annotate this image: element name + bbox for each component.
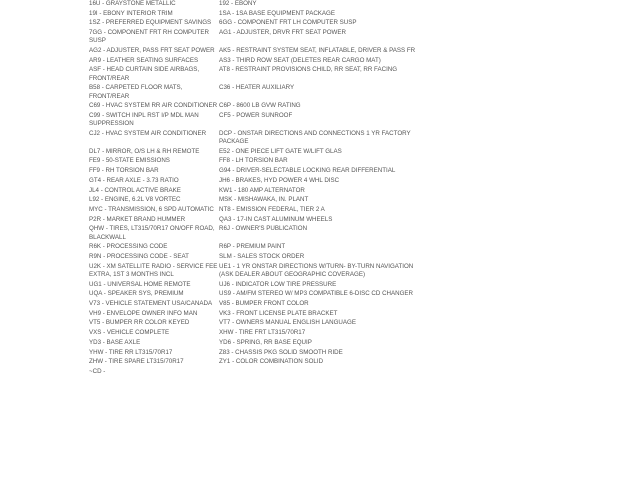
option-row: [89, 253, 429, 261]
option-right: E52 - ONE PIECE LIFT GATE W/LIFT GLAS: [219, 147, 342, 155]
option-row: [89, 300, 429, 308]
option-left: DL7 - MIRROR, O/S LH & RH REMOTE: [89, 147, 200, 155]
option-right: UJ6 - INDICATOR LOW TIRE PRESSURE: [219, 280, 337, 288]
option-right: VT7 - OWNERS MANUAL ENGLISH LANGUAGE: [219, 319, 356, 327]
option-left: V73 - VEHICLE STATEMENT USA/CANADA: [89, 300, 213, 307]
option-row: [89, 206, 429, 214]
option-right: Z83 - CHASSIS PKG SOLID SMOOTH RIDE: [219, 348, 343, 356]
option-row: [89, 358, 429, 366]
option-left: UQA - SPEAKER SYS, PREMIUM: [89, 290, 184, 298]
option-right: XHW - TIRE FRT LT315/70R17: [219, 329, 306, 337]
option-row: [89, 281, 429, 289]
option-left: L92 - ENGINE, 6.2L V8 VORTEC: [89, 196, 181, 204]
option-row: [89, 148, 429, 156]
option-right: DCP - ONSTAR DIRECTIONS AND CONNECTIONS 1 YR FACTORY PACKAGE: [219, 129, 411, 146]
option-left: QHW - TIRES, LT315/70R17 ON/OFF ROAD, BLACKWALL: [89, 225, 215, 241]
option-left: ASF - HEAD CURTAIN SIDE AIRBAGS, FRONT/REAR: [89, 66, 200, 82]
option-left: UG1 - UNIVERSAL HOME REMOTE: [89, 280, 191, 288]
option-right: QA3 - 17-IN CAST ALUMINUM WHEELS: [219, 215, 333, 223]
option-row: [89, 290, 429, 298]
option-right: MSK - MISHAWAKA, IN. PLANT: [219, 196, 309, 204]
option-left: C69 - HVAC SYSTEM RR AIR CONDITIONER: [89, 102, 218, 110]
option-row: [89, 349, 429, 357]
option-left: AG2 - ADJUSTER, PASS FRT SEAT POWER: [89, 47, 215, 55]
option-row: [89, 84, 429, 100]
option-right: CF5 - POWER SUNROOF: [219, 111, 293, 119]
option-left: VT5 - BUMPER RR COLOR KEYED: [89, 319, 190, 327]
option-right: R6P - PREMIUM PAINT: [219, 243, 286, 251]
option-left: 16U - GRAYSTONE METALLIC: [89, 0, 176, 7]
option-left: ZHW - TIRE SPARE LT315/70R17: [89, 358, 184, 366]
option-left: C99 - SWITCH INPL RST I/P MDL MAN SUPPRESSION: [89, 111, 199, 128]
option-left: YHW - TIRE RR LT315/70R17: [89, 348, 173, 356]
option-row: [89, 187, 429, 195]
option-right: US9 - AM/FM STEREO W/ MP3 COMPATIBLE 6-DISC CD CHANGER: [219, 290, 414, 298]
option-right: AG1 - ADJUSTER, DRVR FRT SEAT POWER: [219, 29, 346, 37]
option-row: [89, 329, 429, 337]
option-row: [89, 319, 429, 327]
option-rows: [89, 0, 429, 366]
option-right: G94 - DRIVER-SELECTABLE LOCKING REAR DIFFERENTIAL: [219, 167, 396, 175]
option-left: 1SZ - PREFERRED EQUIPMENT SAVINGS: [89, 19, 212, 27]
option-row: [89, 29, 429, 45]
option-right: AT8 - RESTRAINT PROVISIONS CHILD, RR SEAT, RR FACING: [219, 66, 398, 74]
option-right: C36 - HEATER AUXILIARY: [219, 84, 295, 92]
option-row: [89, 10, 429, 18]
option-right: 1SA - 1SA BASE EQUIPMENT PACKAGE: [219, 9, 335, 17]
option-left: R9N - PROCESSING CODE - SEAT: [89, 252, 189, 260]
option-right: YD6 - SPRING, RR BASE EQUIP: [219, 338, 312, 346]
option-right: R6J - OWNER'S PUBLICATION: [219, 225, 308, 233]
option-row: [89, 0, 429, 8]
option-row: [89, 66, 429, 82]
option-right: FF8 - LH TORSION BAR: [219, 157, 288, 165]
option-left: P2R - MARKET BRAND HUMMER: [89, 215, 186, 223]
option-row: [89, 263, 429, 279]
option-left: AR9 - LEATHER SEATING SURFACES: [89, 56, 199, 64]
option-right: KW1 - 180 AMP ALTERNATOR: [219, 186, 305, 194]
option-row: [89, 102, 429, 110]
option-row: [89, 19, 429, 27]
option-row: [89, 57, 429, 65]
option-right: C6P - 8600 LB GVW RATING: [219, 102, 301, 110]
option-left: GT4 - REAR AXLE - 3.73 RATIO: [89, 176, 179, 184]
option-row: [89, 177, 429, 185]
option-right: 192 - EBONY: [219, 0, 257, 7]
option-left: FE9 - 50-STATE EMISSIONS: [89, 157, 170, 165]
footer-code: ~CD -: [89, 367, 106, 375]
option-code-list: [89, 0, 429, 376]
option-left: 19I - EBONY INTERIOR TRIM: [89, 9, 173, 17]
option-row: [89, 112, 429, 128]
option-row: [89, 243, 429, 251]
option-row: [89, 130, 429, 146]
option-right: UE1 - 1 YR ONSTAR DIRECTIONS W/TURN- BY-TURN NAVIGATION (ASK DEALER ABOUT GEOGRAPHIC COVERAGE): [219, 262, 414, 278]
option-left: VH9 - ENVELOPE OWNER INFO MAN: [89, 309, 198, 317]
option-left: FF9 - RH TORSION BAR: [89, 167, 159, 175]
option-row: [89, 225, 429, 241]
option-row: [89, 339, 429, 347]
option-right: JH6 - BRAKES, HYD POWER 4 WHL DISC: [219, 176, 340, 184]
option-row: [89, 216, 429, 224]
option-row: [89, 157, 429, 165]
option-row: [89, 310, 429, 318]
option-left: R6K - PROCESSING CODE: [89, 243, 168, 251]
option-left: MYC - TRANSMISSION, 6 SPD AUTOMATIC: [89, 205, 214, 213]
option-left: B58 - CARPETED FLOOR MATS, FRONT/REAR: [89, 84, 183, 100]
option-right: V85 - BUMPER FRONT COLOR: [219, 300, 309, 307]
option-left: YD3 - BASE AXLE: [89, 338, 141, 346]
option-right: AK5 - RESTRAINT SYSTEM SEAT, INFLATABLE, DRIVER & PASS FR: [219, 47, 416, 55]
option-left: U2K - XM SATELLITE RADIO - SERVICE FEE EXTRA, 1ST 3 MONTHS INCL: [89, 262, 218, 278]
option-row: [89, 196, 429, 204]
option-right: ZY1 - COLOR COMBINATION SOLID: [219, 358, 324, 366]
option-right: NT8 - EMISSION FEDERAL, TIER 2 A: [219, 205, 325, 213]
option-row: [89, 47, 429, 55]
option-left: CJ2 - HVAC SYSTEM AIR CONDITIONER: [89, 129, 207, 137]
option-row: [89, 167, 429, 175]
option-left: VXS - VEHICLE COMPLETE: [89, 329, 170, 337]
option-left: 7GG - COMPONENT FRT RH COMPUTER SUSP: [89, 29, 209, 45]
option-left: JL4 - CONTROL ACTIVE BRAKE: [89, 186, 181, 194]
option-right: SLM - SALES STOCK ORDER: [219, 252, 305, 260]
option-right: 6GG - COMPONENT FRT LH COMPUTER SUSP: [219, 19, 357, 27]
option-right: AS3 - THIRD ROW SEAT (DELETES REAR CARGO MAT): [219, 56, 381, 64]
option-right: VK3 - FRONT LICENSE PLATE BRACKET: [219, 309, 338, 317]
